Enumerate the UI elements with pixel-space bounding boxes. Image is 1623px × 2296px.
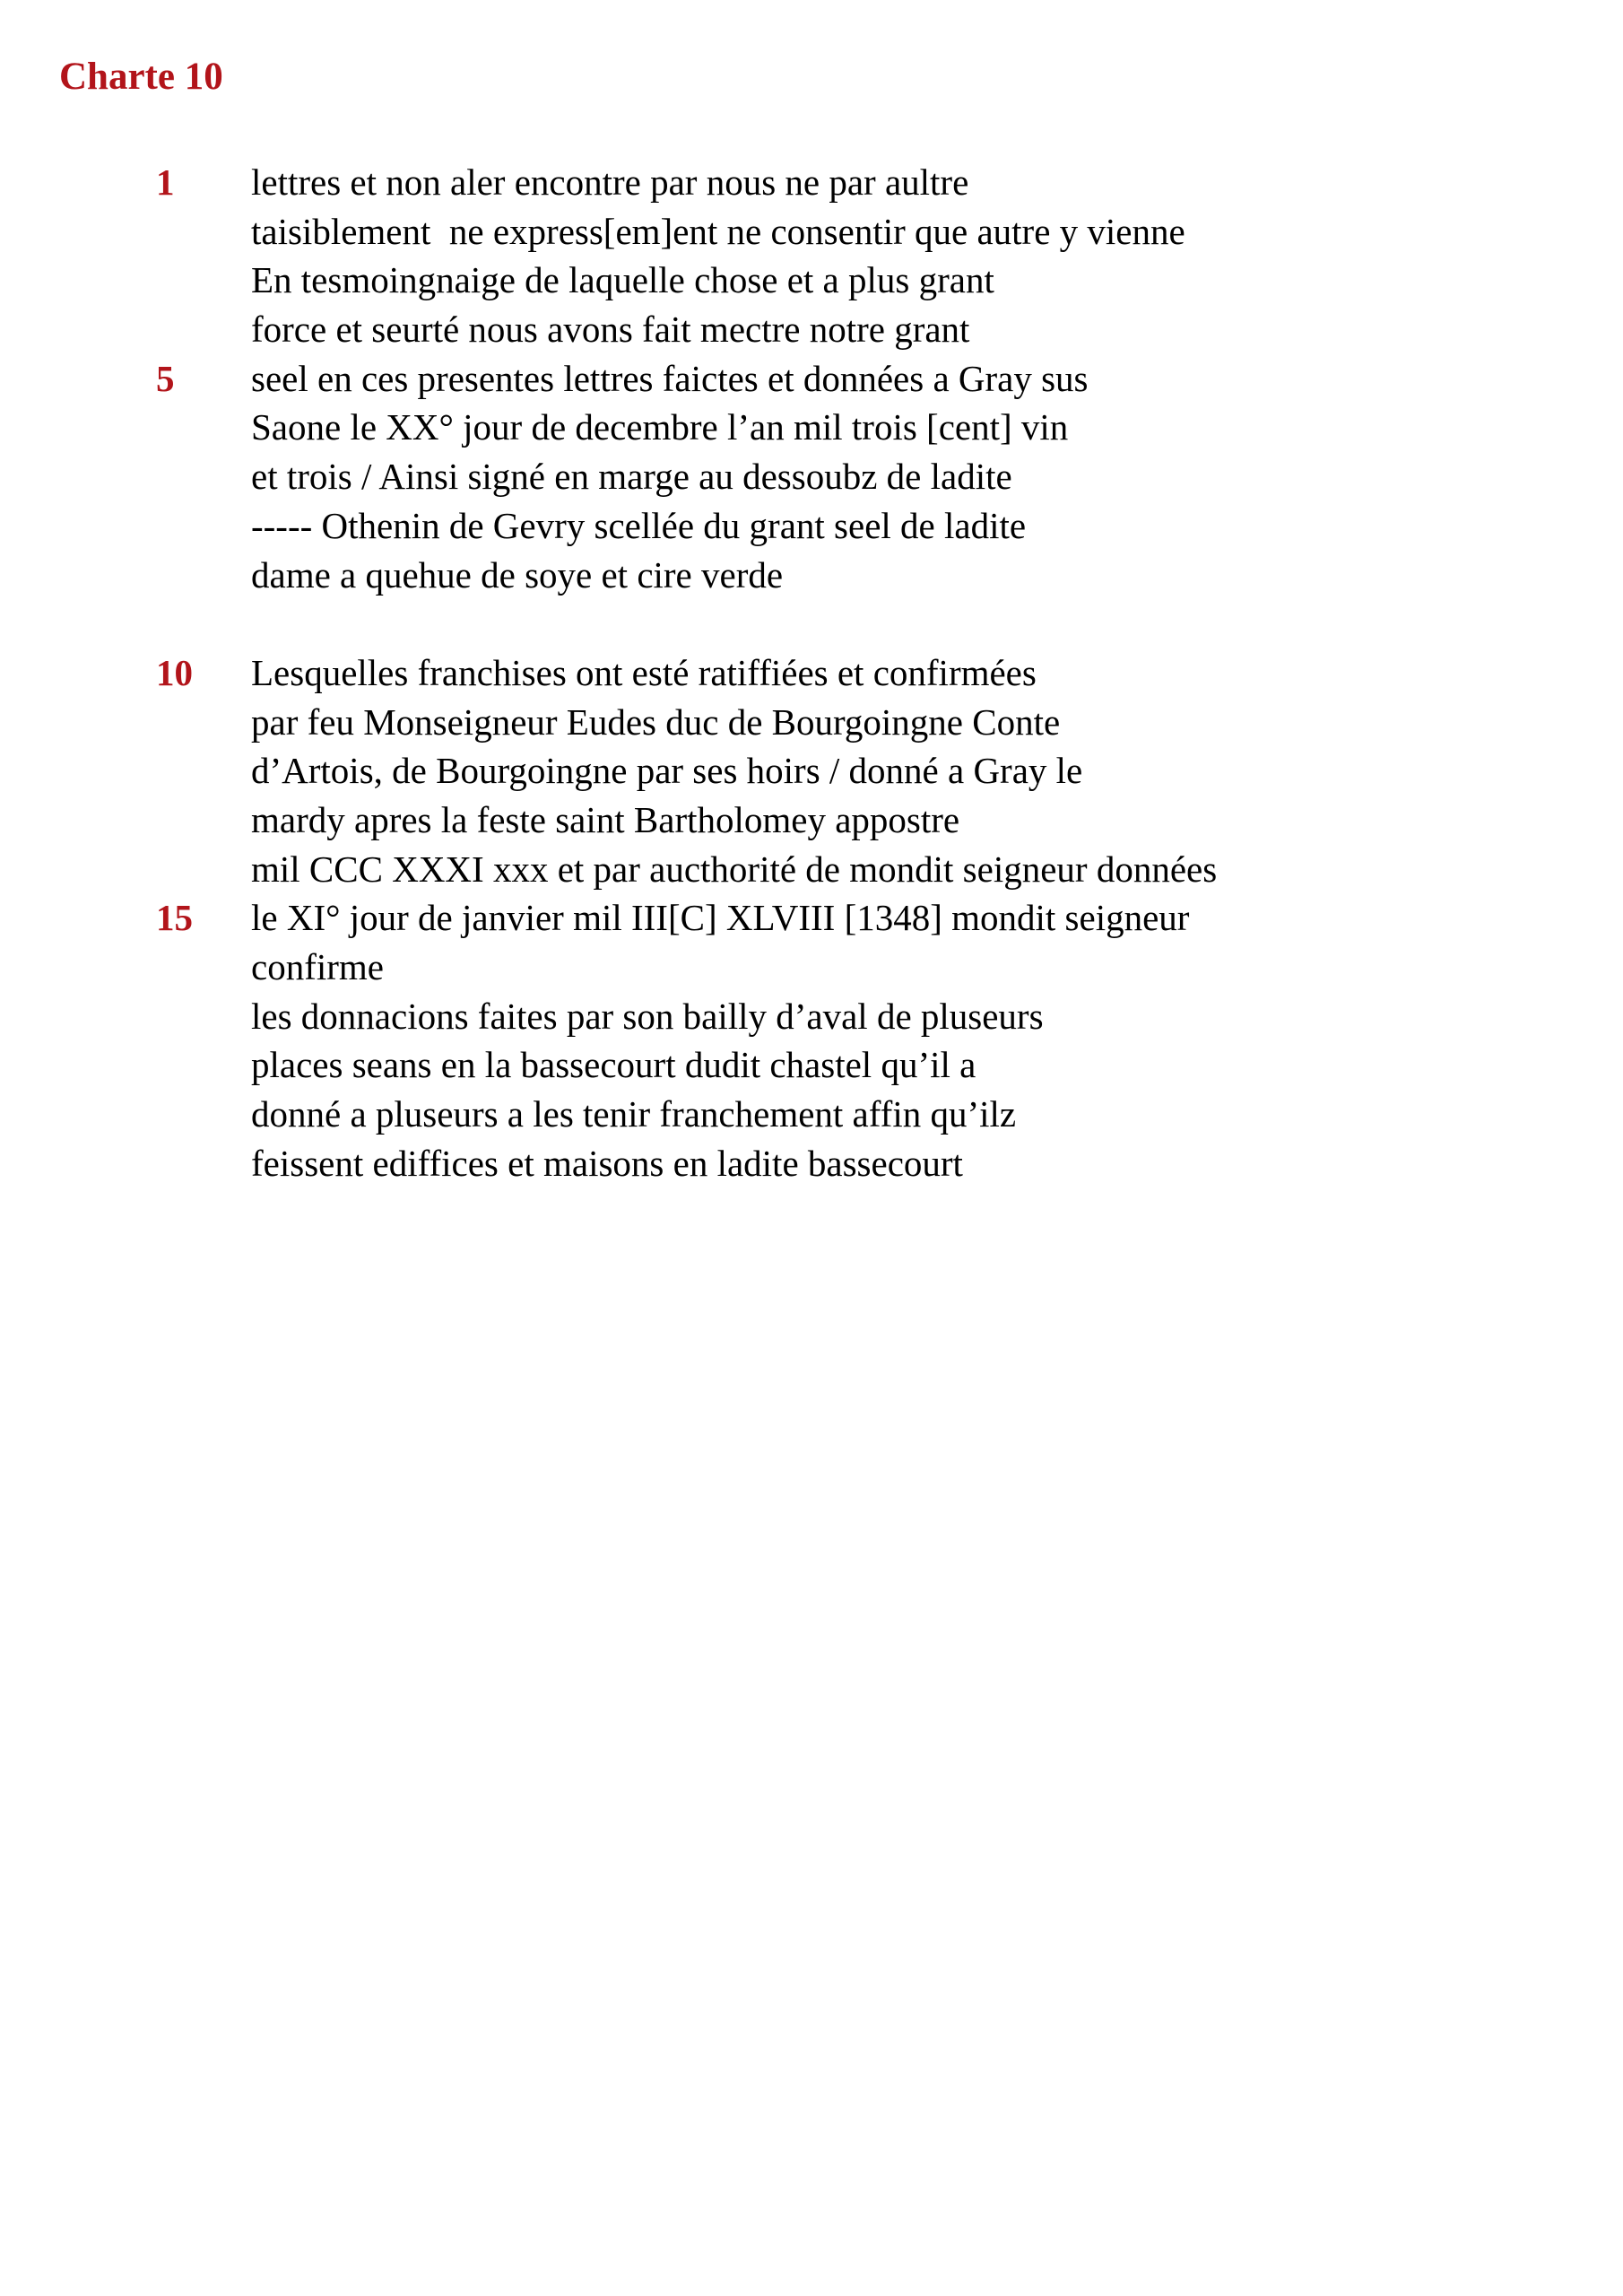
line-number: 5	[156, 357, 175, 399]
paragraph-1	[0, 158, 1623, 599]
text-line	[0, 943, 1623, 992]
line-number: 15	[156, 897, 193, 939]
text-line	[0, 403, 1623, 452]
text-line	[0, 992, 1623, 1041]
line-text: dame a quehue de soye et cire verde	[251, 553, 784, 596]
text-line	[0, 501, 1623, 551]
text-line	[0, 354, 1623, 404]
line-text: mardy apres la feste saint Bartholomey appostre	[251, 798, 960, 840]
line-text: Lesquelles franchises ont esté ratiffiées et confirmées	[251, 651, 1037, 693]
line-text: taisiblement ne express[em]ent ne consentir que autre y vienne	[251, 210, 1185, 252]
text-line	[0, 1139, 1623, 1188]
line-text: ----- Othenin de Gevry scellée du grant seel de ladite	[251, 504, 1027, 546]
text-line	[0, 256, 1623, 305]
line-text: confirme	[251, 946, 384, 987]
text-line	[0, 305, 1623, 354]
text-line	[0, 1090, 1623, 1139]
document-title: Charte 10	[59, 56, 223, 98]
text-line	[0, 648, 1623, 698]
line-text: places seans en la bassecourt dudit chastel qu’il a	[251, 1044, 976, 1086]
line-text: seel en ces presentes lettres faictes et données a Gray sus	[251, 357, 1089, 399]
text-line	[0, 551, 1623, 600]
text-line	[0, 893, 1623, 943]
text-line	[0, 1040, 1623, 1090]
text-line	[0, 845, 1623, 894]
line-text: et trois / Ainsi signé en marge au dessoubz de ladite	[251, 456, 1012, 498]
text-line	[0, 796, 1623, 845]
line-text: par feu Monseigneur Eudes duc de Bourgoingne Conte	[251, 700, 1061, 743]
line-text: En tesmoingnaige de laquelle chose et a plus grant	[251, 259, 994, 301]
text-line	[0, 452, 1623, 501]
text-line	[0, 207, 1623, 257]
line-text: le XI° jour de janvier mil III[C] XLVIII [1348] mondit seigneur	[251, 897, 1190, 939]
text-line	[0, 746, 1623, 796]
line-text: donné a pluseurs a les tenir franchement affin qu’ilz	[251, 1093, 1017, 1135]
line-text: les donnacions faites par son bailly d’aval de pluseurs	[251, 995, 1044, 1037]
transcription-body	[0, 158, 1623, 1187]
text-line	[0, 158, 1623, 207]
line-number: 10	[156, 651, 193, 693]
line-text: feissent ediffices et maisons en ladite bassecourt	[251, 1142, 963, 1184]
text-line	[0, 698, 1623, 747]
paragraph-2	[0, 648, 1623, 1188]
line-text: mil CCC XXXI xxx et par aucthorité de mondit seigneur données	[251, 848, 1218, 890]
paragraph-spacer	[0, 599, 1623, 648]
line-text: force et seurté nous avons fait mectre notre grant	[251, 309, 970, 351]
line-text: lettres et non aler encontre par nous ne par aultre	[251, 161, 969, 203]
line-text: d’Artois, de Bourgoingne par ses hoirs / donné a Gray le	[251, 750, 1083, 792]
line-text: Saone le XX° jour de decembre l’an mil trois [cent] vin	[251, 406, 1069, 448]
line-number: 1	[156, 161, 175, 203]
